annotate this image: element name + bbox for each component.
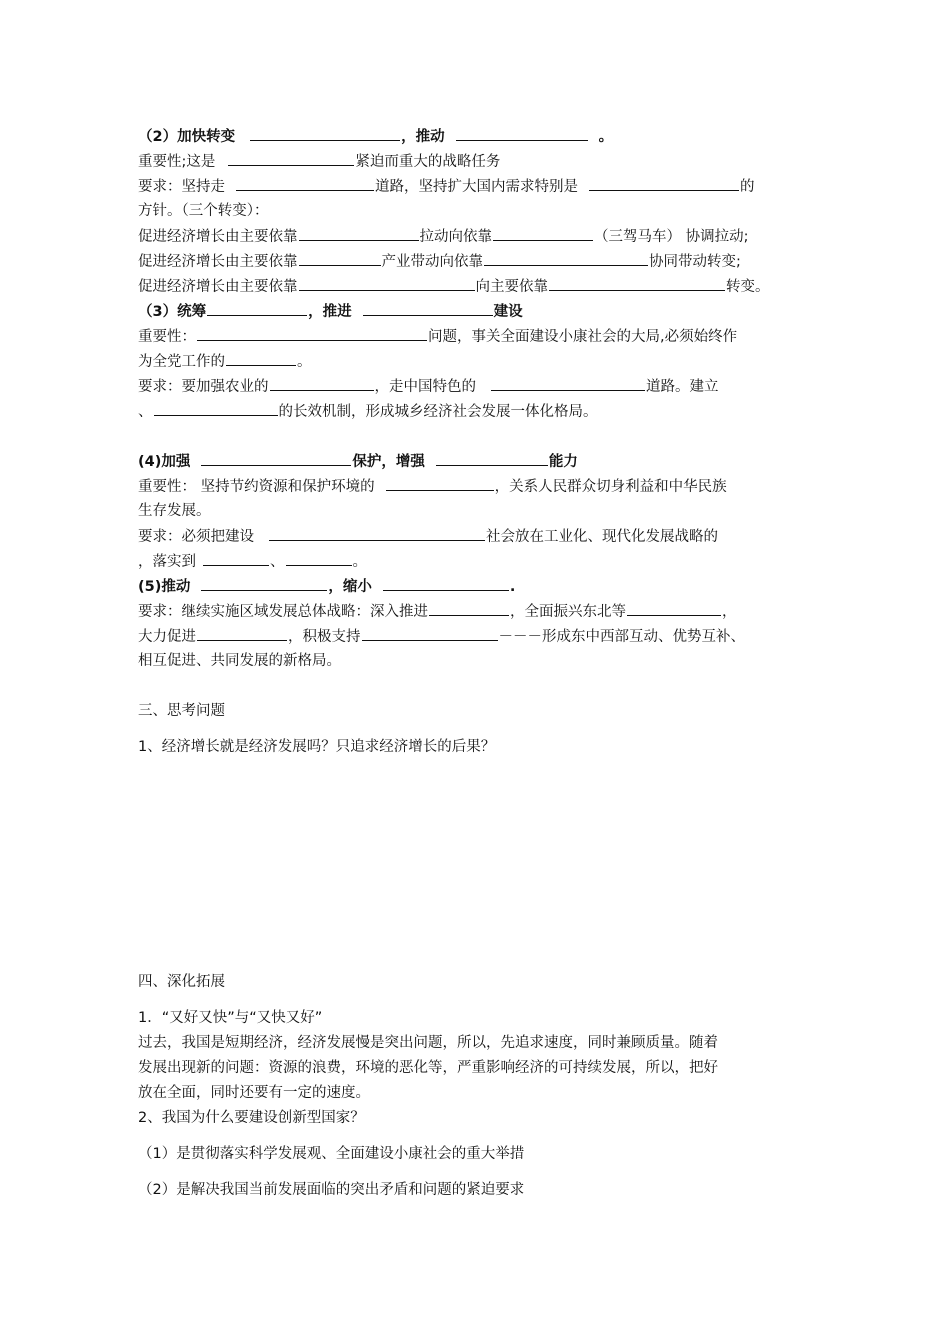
section-2-requirement (138, 174, 818, 199)
text: 。 (297, 354, 312, 370)
text: ，缩小 (328, 579, 372, 595)
text: 道路，坚持扩大国内需求特别是 (375, 179, 578, 195)
section-4-requirement-cont (138, 549, 818, 574)
text: 要求：必须把建设 (138, 529, 254, 545)
text: 方针。（三个转变）： (138, 203, 269, 219)
text: 促进经济增长由主要依靠 (138, 229, 298, 245)
item-text: 2、我国为什么要建设创新型国家？ (138, 1110, 365, 1126)
section-4-importance-cont (138, 499, 818, 524)
text: (4)加强 (138, 454, 191, 470)
text: ，走中国特色的 (374, 379, 476, 395)
blank[interactable] (627, 599, 721, 616)
section-4-requirement (138, 524, 818, 549)
deep-item-1 (138, 1006, 818, 1031)
section-3-importance (138, 324, 818, 349)
section-4-title (138, 449, 818, 474)
text: ，推进 (308, 304, 352, 320)
heading-text: 三、思考问题 (138, 703, 225, 719)
text: (5)推动 (138, 579, 191, 595)
text: 向主要依靠 (475, 279, 548, 295)
text: 产业带动向依靠 (381, 254, 483, 270)
text: 道路。建立 (646, 379, 719, 395)
text: 能力 (548, 454, 578, 470)
text: 相互促进、共同发展的新格局。 (138, 653, 341, 669)
text: 为全党工作的 (138, 354, 225, 370)
answer-text: （2）是解决我国当前发展面临的突出矛盾和问题的紧迫要求 (138, 1182, 525, 1198)
blank[interactable] (226, 349, 296, 366)
text: ，全面振兴东北等 (510, 604, 626, 620)
text: 协同带动转变; (649, 254, 741, 270)
paragraph-text: 过去，我国是短期经济，经济发展慢是突出问题，所以，先追求速度，同时兼顾质量。随着 (138, 1035, 718, 1051)
section-2-title (138, 124, 818, 149)
deep-item-2 (138, 1106, 818, 1131)
text: （三驾马车） 协调拉动; (594, 229, 749, 245)
blank[interactable] (197, 324, 427, 341)
text: ，落实到 (138, 554, 196, 570)
text: 建设 (493, 304, 523, 320)
text: 。 (352, 554, 367, 570)
section-3-importance-cont (138, 349, 818, 374)
blank[interactable] (386, 474, 494, 491)
blank[interactable] (203, 549, 269, 566)
blank[interactable] (228, 149, 354, 166)
blank[interactable] (154, 399, 278, 416)
deep-para-line-2 (138, 1056, 818, 1081)
blank[interactable] (201, 449, 351, 466)
deep-answer-2 (138, 1178, 818, 1203)
think-heading (138, 699, 818, 724)
section-5-requirement-end (138, 649, 818, 674)
text: 重要性;这是 (138, 154, 216, 170)
text: 、 (138, 404, 153, 420)
blank[interactable] (250, 124, 400, 141)
text: 要求：继续实施区域发展总体战略：深入推进 (138, 604, 428, 620)
paragraph-text: 发展出现新的问题：资源的浪费，环境的恶化等，严重影响经济的可持续发展，所以，把好 (138, 1060, 718, 1076)
text: （2）加快转变 (138, 129, 236, 145)
text: 的 (740, 179, 755, 195)
text: 保护，增强 (352, 454, 425, 470)
text: 社会放在工业化、现代化发展战略的 (486, 529, 718, 545)
blank[interactable] (491, 374, 645, 391)
deep-para-line-3 (138, 1081, 818, 1106)
text: 拉动向依靠 (419, 229, 492, 245)
blank[interactable] (589, 174, 739, 191)
deep-para-line-1 (138, 1031, 818, 1056)
transform-line-1 (138, 224, 818, 249)
section-3-requirement-cont (138, 399, 818, 424)
text: 转变。 (726, 279, 770, 295)
text: 。 (598, 129, 614, 145)
text: ，关系人民群众切身利益和中华民族 (494, 479, 727, 495)
blank[interactable] (299, 249, 381, 266)
blank[interactable] (363, 299, 493, 316)
text: 的长效机制，形成城乡经济社会发展一体化格局。 (278, 404, 598, 420)
text: 促进经济增长由主要依靠 (138, 254, 298, 270)
blank[interactable] (549, 274, 725, 291)
section-5-requirement (138, 599, 818, 624)
item-text: 1．“又好又快”与“又快又好” (138, 1010, 323, 1026)
deep-answer-1 (138, 1142, 818, 1167)
text: 促进经济增长由主要依靠 (138, 279, 298, 295)
blank[interactable] (299, 224, 419, 241)
text: 要求：要加强农业的 (138, 379, 269, 395)
text: 重要性： (138, 329, 196, 345)
text: －－－形成东中西部互动、优势互补、 (498, 629, 745, 645)
section-2-requirement-cont (138, 199, 818, 224)
text: 问题，事关全面建设小康社会的大局,必须始终作 (428, 329, 738, 345)
blank[interactable] (484, 249, 648, 266)
blank[interactable] (493, 224, 593, 241)
text: 生存发展。 (138, 503, 211, 519)
blank[interactable] (456, 124, 588, 141)
section-3-title (138, 299, 818, 324)
transform-line-2 (138, 249, 818, 274)
think-question-1 (138, 735, 818, 760)
answer-text: （1）是贯彻落实科学发展观、全面建设小康社会的重大举措 (138, 1146, 525, 1162)
blank[interactable] (286, 549, 352, 566)
blank[interactable] (207, 299, 307, 316)
blank[interactable] (236, 174, 374, 191)
text: ，推动 (401, 129, 445, 145)
transform-line-3 (138, 274, 818, 299)
deep-heading (138, 970, 818, 995)
section-5-title (138, 574, 818, 599)
text: 紧迫而重大的战略任务 (355, 154, 501, 170)
text: 大力促进 (138, 629, 196, 645)
blank[interactable] (299, 274, 475, 291)
text: ， (722, 604, 737, 620)
text: 、 (270, 554, 285, 570)
text: 要求：坚持走 (138, 179, 225, 195)
text: 重要性： 坚持节约资源和保护环境的 (138, 479, 375, 495)
blank[interactable] (362, 624, 498, 641)
blank[interactable] (201, 574, 327, 591)
text: （3）统筹 (138, 304, 207, 320)
blank[interactable] (269, 524, 485, 541)
section-4-importance (138, 474, 818, 499)
blank[interactable] (429, 599, 509, 616)
text: ，积极支持 (288, 629, 361, 645)
blank[interactable] (383, 574, 509, 591)
paragraph-text: 放在全面，同时还要有一定的速度。 (138, 1085, 370, 1101)
blank[interactable] (197, 624, 287, 641)
question-text: 1、经济增长就是经济发展吗？只追求经济增长的后果？ (138, 739, 496, 755)
blank[interactable] (270, 374, 374, 391)
blank[interactable] (436, 449, 548, 466)
section-3-requirement (138, 374, 818, 399)
section-5-requirement-cont (138, 624, 818, 649)
heading-text: 四、深化拓展 (138, 974, 225, 990)
section-2-importance (138, 149, 818, 174)
text: . (509, 579, 516, 595)
